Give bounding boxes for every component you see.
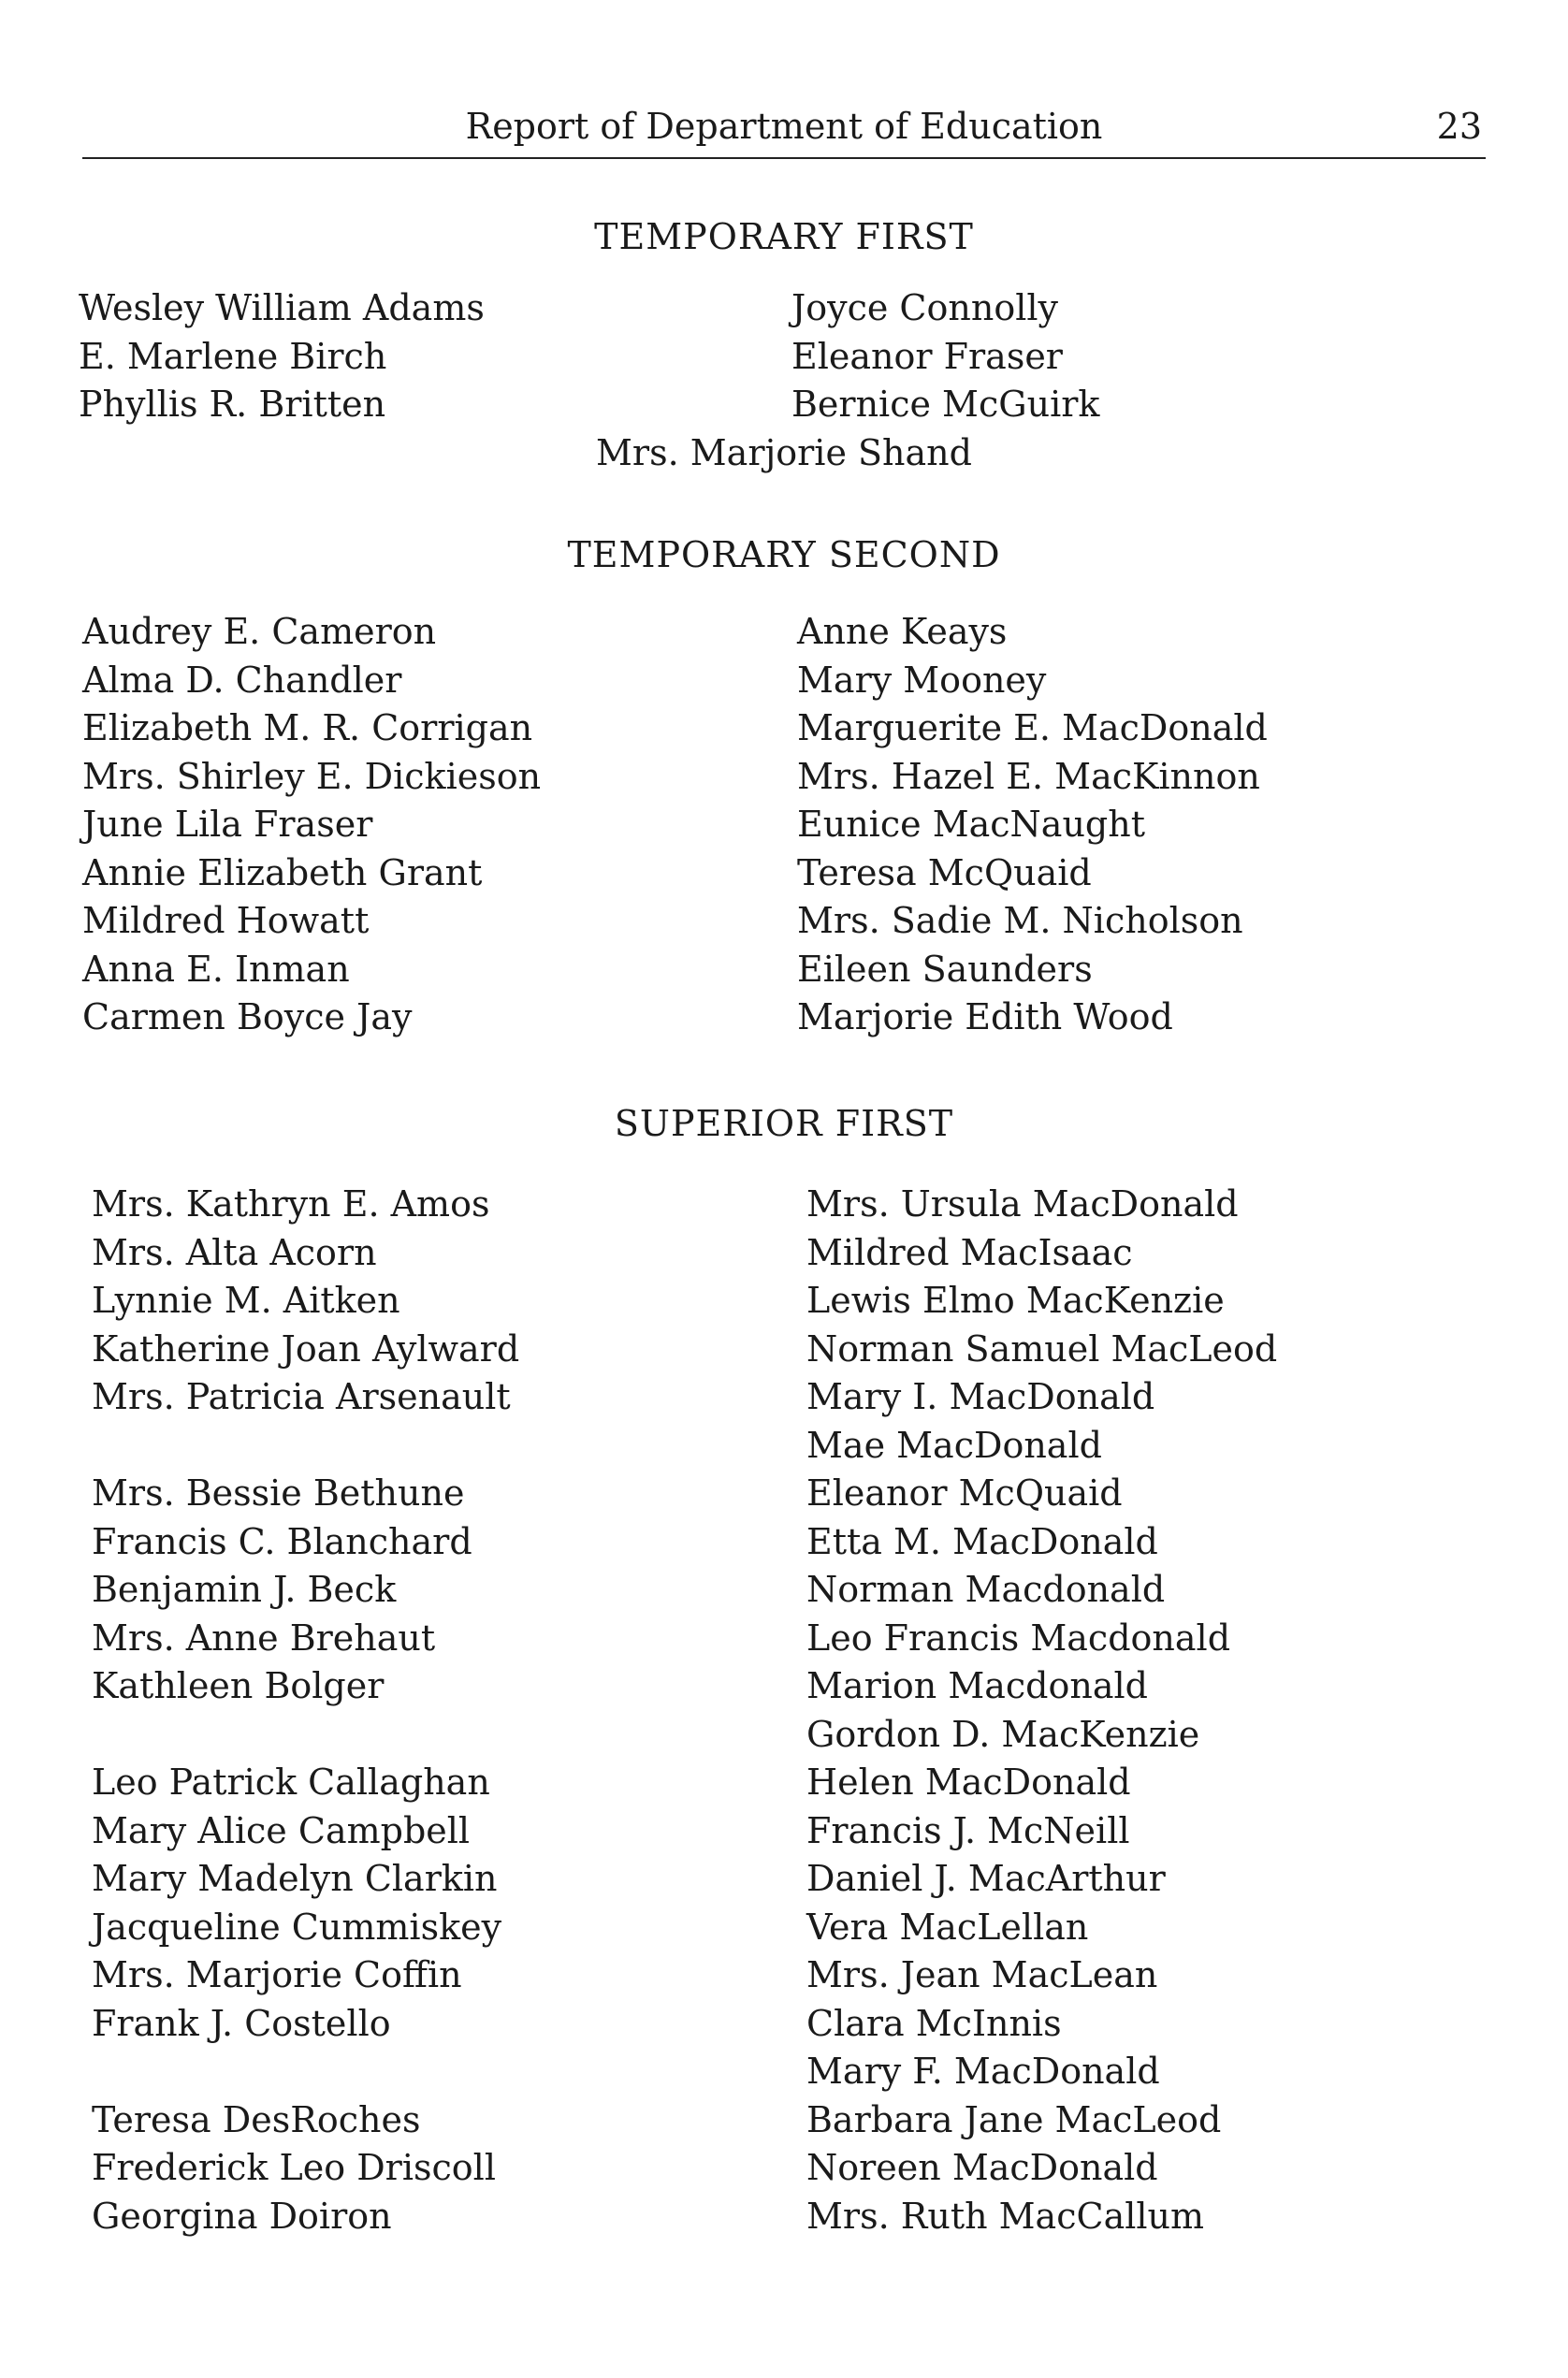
name-entry: Etta M. MacDonald	[806, 1520, 1158, 1562]
page-number: 23	[1436, 106, 1482, 147]
name-entry: Marion Macdonald	[806, 1665, 1148, 1706]
name-entry: Georgina Doiron	[92, 2195, 392, 2237]
name-entry: Barbara Jane MacLeod	[806, 2098, 1222, 2140]
name-entry: Kathleen Bolger	[92, 1665, 385, 1706]
name-entry: Mrs. Alta Acorn	[92, 1231, 377, 1273]
name-entry: Jacqueline Cummiskey	[92, 1906, 502, 1948]
name-entry: Mrs. Bessie Bethune	[92, 1472, 465, 1514]
name-entry: Mildred MacIsaac	[806, 1231, 1133, 1273]
section-heading: TEMPORARY SECOND	[567, 534, 1001, 575]
name-column-right	[797, 608, 1268, 1042]
name-column-right	[791, 284, 1099, 429]
name-entry: Phyllis R. Britten	[79, 384, 386, 425]
name-entry: Mary Alice Campbell	[92, 1809, 471, 1851]
name-entry: Marguerite E. MacDonald	[797, 707, 1268, 748]
name-entry: Lynnie M. Aitken	[92, 1280, 400, 1321]
name-entry: Mrs. Jean MacLean	[806, 1954, 1158, 1995]
name-entry: Carmen Boyce Jay	[82, 996, 413, 1037]
name-entry: Teresa McQuaid	[797, 851, 1092, 893]
name-entry: Joyce Connolly	[791, 287, 1058, 328]
section-superior-first	[0, 1100, 1568, 2237]
name-entry: Mary I. MacDonald	[806, 1376, 1155, 1417]
name-entry: Daniel J. MacArthur	[806, 1858, 1166, 1899]
name-entry: Francis J. McNeill	[806, 1809, 1130, 1851]
name-entry: Leo Francis Macdonald	[806, 1617, 1231, 1659]
section-heading: SUPERIOR FIRST	[614, 1103, 954, 1144]
name-entry: June Lila Fraser	[82, 804, 373, 845]
name-entry: Clara McInnis	[806, 2002, 1062, 2044]
name-entry: Mrs. Sadie M. Nicholson	[797, 900, 1243, 941]
name-column-left	[92, 1181, 519, 2240]
name-entry: Leo Patrick Callaghan	[92, 1762, 490, 1803]
name-entry: Katherine Joan Aylward	[92, 1327, 520, 1370]
name-entry: Benjamin J. Beck	[92, 1569, 397, 1610]
name-entry: Francis C. Blanchard	[92, 1520, 472, 1562]
name-entry: Noreen MacDonald	[806, 2147, 1158, 2188]
name-entry: Eileen Saunders	[797, 948, 1093, 990]
name-entry: Eunice MacNaught	[797, 804, 1145, 845]
name-entry: Mildred Howatt	[82, 900, 370, 941]
name-entry: Marjorie Edith Wood	[797, 996, 1173, 1037]
name-entry: Audrey E. Cameron	[82, 611, 437, 652]
running-header	[82, 103, 1486, 159]
name-entry: Norman Macdonald	[806, 1569, 1166, 1610]
name-entry: Frederick Leo Driscoll	[92, 2147, 496, 2188]
name-entry: Helen MacDonald	[806, 1762, 1131, 1803]
name-entry: E. Marlene Birch	[79, 335, 387, 377]
name-entry: Mary Mooney	[797, 659, 1047, 701]
name-entry: Alma D. Chandler	[82, 659, 402, 701]
name-entry: Mrs. Ursula MacDonald	[806, 1183, 1239, 1225]
name-entry: Gordon D. MacKenzie	[806, 1713, 1200, 1755]
name-entry: Vera MacLellan	[806, 1906, 1089, 1948]
name-entry: Mrs. Shirley E. Dickieson	[82, 755, 542, 797]
name-entry: Eleanor Fraser	[791, 335, 1063, 377]
name-entry: Lewis Elmo MacKenzie	[806, 1280, 1225, 1321]
section-temporary-first	[0, 213, 1568, 473]
name-entry-centered: Mrs. Marjorie Shand	[596, 432, 972, 473]
name-column-left	[79, 284, 485, 429]
name-entry: Eleanor McQuaid	[806, 1472, 1123, 1514]
name-entry: Mrs. Marjorie Coffin	[92, 1954, 462, 1995]
name-entry: Mrs. Ruth MacCallum	[806, 2195, 1205, 2237]
group-spacer	[92, 1422, 519, 1471]
name-entry: Anne Keays	[797, 611, 1008, 652]
name-entry: Mrs. Patricia Arsenault	[92, 1376, 511, 1417]
section-temporary-second	[0, 531, 1568, 1037]
name-entry: Wesley William Adams	[79, 287, 485, 328]
name-entry: Mae MacDonald	[806, 1424, 1102, 1466]
name-entry: Frank J. Costello	[92, 2002, 391, 2044]
group-spacer	[92, 1711, 519, 1760]
name-entry: Mrs. Anne Brehaut	[92, 1617, 436, 1659]
group-spacer	[92, 2048, 519, 2096]
name-entry: Anna E. Inman	[82, 948, 350, 990]
section-heading: TEMPORARY FIRST	[594, 216, 974, 257]
name-column-left	[82, 608, 541, 1042]
name-entry: Mrs. Kathryn E. Amos	[92, 1183, 490, 1225]
name-entry: Mary F. MacDonald	[806, 2051, 1160, 2092]
name-entry: Elizabeth M. R. Corrigan	[82, 707, 533, 748]
name-column-right	[806, 1181, 1277, 2240]
name-entry: Mrs. Hazel E. MacKinnon	[797, 755, 1260, 797]
name-entry: Annie Elizabeth Grant	[82, 851, 483, 893]
name-entry: Teresa DesRoches	[92, 2098, 421, 2140]
running-title: Report of Department of Education	[465, 106, 1103, 147]
name-entry: Norman Samuel MacLeod	[806, 1327, 1278, 1370]
name-entry: Bernice McGuirk	[791, 384, 1100, 425]
name-entry: Mary Madelyn Clarkin	[92, 1858, 498, 1899]
